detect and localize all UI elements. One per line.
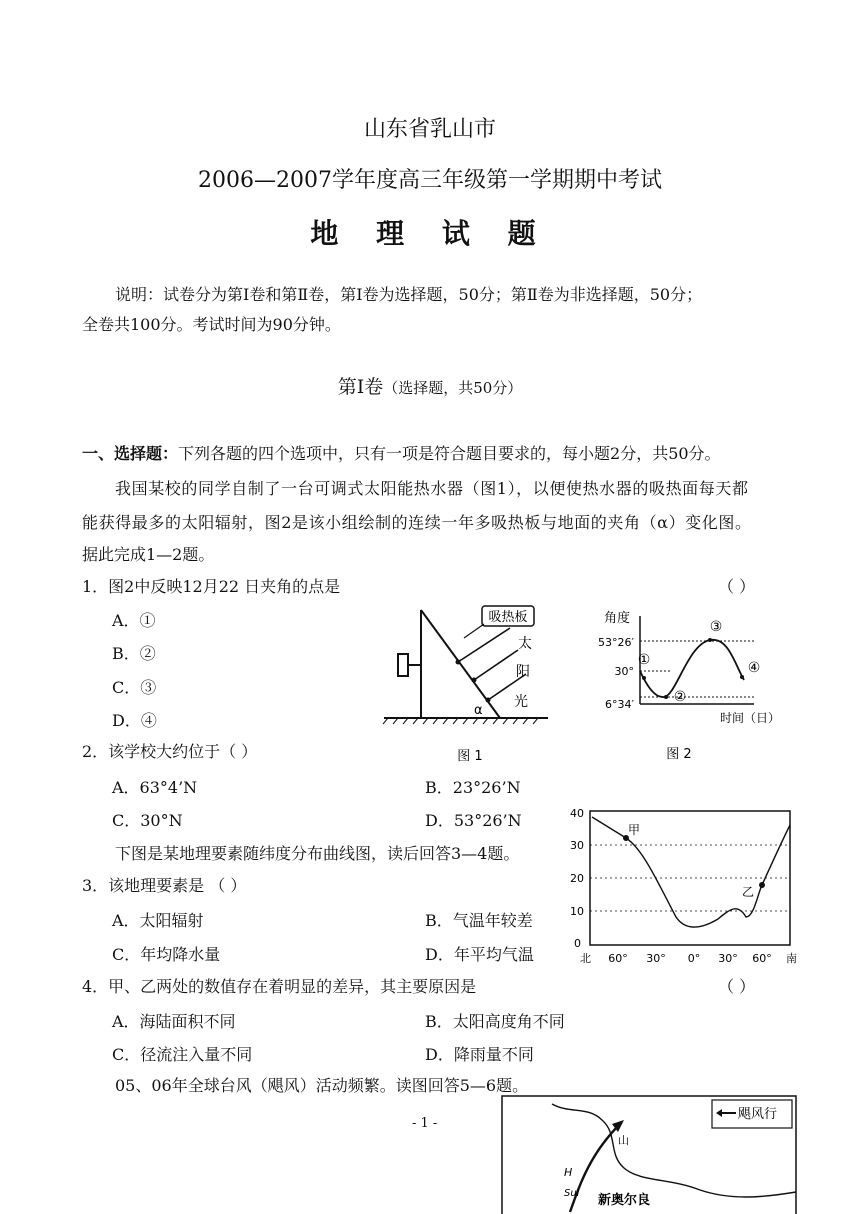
exam-term: 2006—2007学年度高三年级第一学期期中考试 [198,168,662,193]
section-title [0,372,860,399]
figure-3-latitude-curve [558,805,804,971]
instructions-line2: 全卷共100分。考试时间为90分钟。 [82,315,341,334]
figure-2-angle-chart [582,604,792,768]
fig1-caption: 图 1 [457,749,483,764]
fig1-sun-1: 太 [518,636,532,652]
q3-option-a: A．太阳辐射 [112,911,204,930]
fig3-x-tick-5: 60° [752,952,772,965]
fig2-ylabel: 角度 [604,611,631,626]
q1-option-d: D．④ [112,711,157,730]
q2-stem: 2．该学校大约位于（ ） [82,742,258,761]
part-heading-label: 一、选择题： [82,444,179,463]
exam-subject-title: 地 理 试 题 [310,217,550,250]
fig2-point-3: ③ [709,619,723,635]
fig2-point-1: ① [637,652,651,668]
fig1-alpha: α [474,703,483,718]
q2-option-c: C．30°N [112,811,183,830]
q4-option-d: D．降雨量不同 [425,1045,534,1064]
fig3-x-tick-4: 30° [718,952,738,965]
q1-option-a: A．① [112,611,156,630]
intro-q5-6: 05、06年全球台风（飓风）活动频繁。读图回答5—6题。 [115,1076,529,1095]
page-number: - 1 - [412,1116,438,1131]
q3-option-b: B．气温年较差 [425,911,533,930]
q4-option-c: C．径流注入量不同 [112,1045,253,1064]
fig2-y-tick-1: 53°26′ [598,636,634,649]
q2-option-d: D．53°26’N [425,811,522,830]
fig3-x-tick-1: 60° [608,952,628,965]
fig3-y-tick-0: 0 [574,937,581,950]
fig3-y-tick-10: 10 [570,905,584,918]
fig1-sun-2: 阳 [516,664,530,680]
q1-option-c: C．③ [112,678,157,697]
fig3-x-tick-3: 0° [687,952,701,965]
q2-option-a: A．63°4’N [112,778,198,797]
section-title-sub: （选择题，共50分） [383,379,523,397]
q4-stem: 4．甲、乙两处的数值存在着明显的差异，其主要原因是 [82,977,477,996]
fig3-y-tick-30: 30 [570,839,584,852]
fig4-place-label: 新奥尔良 [598,1193,651,1208]
fig3-y-tick-40: 40 [570,807,584,820]
fig2-point-2: ② [673,689,687,705]
fig3-x-tick-south: 南 [786,952,797,965]
q4-answer-blank: （ ） [718,977,756,996]
fig2-y-tick-3: 6°34′ [605,698,634,711]
fig4-mark-2: H [564,1166,573,1179]
fig4-mark-1: 山 [618,1134,629,1147]
figure-1-solar-heater [378,600,558,768]
q3-stem: 3．该地理要素是 （ ） [82,876,247,895]
q3-option-d: D．年平均气温 [425,945,534,964]
q1-option-b: B．② [112,644,156,663]
fig3-point-yi: 乙 [742,885,755,899]
q1-stem: 1．图2中反映12月22 日夹角的点是 [82,577,341,596]
section-title-main: 第Ⅰ卷 [337,376,384,398]
q3-option-c: C．年均降水量 [112,945,221,964]
part-heading [82,442,721,466]
intro-q1-2-line1: 我国某校的同学自制了一台可调式太阳能热水器（图1），以便使热水器的吸热面每天都 [115,479,749,498]
fig1-sun-3: 光 [514,694,528,710]
exam-school: 山东省乳山市 [363,117,496,142]
fig4-legend-label: 飓风行 [738,1107,778,1122]
fig2-y-tick-2: 30° [614,665,634,678]
intro-q1-2-line2: 能获得最多的太阳辐射，图2是该小组绘制的连续一年多吸热板与地面的夹角（α）变化图。 [82,513,752,532]
fig3-x-tick-2: 30° [646,952,666,965]
q1-answer-blank: （ ） [718,577,756,596]
fig3-point-jia: 甲 [628,823,641,837]
fig2-point-4: ④ [747,660,761,676]
fig2-caption: 图 2 [666,747,692,762]
fig4-mark-3: Sul [564,1188,580,1199]
q4-option-b: B．太阳高度角不同 [425,1012,565,1031]
q2-option-b: B．23°26’N [425,778,521,797]
instructions-line1: 说明：试卷分为第Ⅰ卷和第Ⅱ卷，第Ⅰ卷为选择题，50分；第Ⅱ卷为非选择题，50分； [115,285,703,304]
intro-q1-2-line3: 据此完成1—2题。 [82,545,215,564]
figure-4-hurricane-map [500,1094,800,1214]
fig3-x-tick-north: 北 [580,952,591,965]
intro-q3-4: 下图是某地理要素随纬度分布曲线图，读后回答3—4题。 [115,844,520,863]
fig3-y-tick-20: 20 [570,872,584,885]
fig1-board-label: 吸热板 [488,610,528,625]
fig2-xlabel: 时间（日） [720,711,781,725]
q4-option-a: A．海陆面积不同 [112,1012,236,1031]
part-heading-desc: 下列各题的四个选项中，只有一项是符合题目要求的，每小题2分，共50分。 [178,444,721,463]
